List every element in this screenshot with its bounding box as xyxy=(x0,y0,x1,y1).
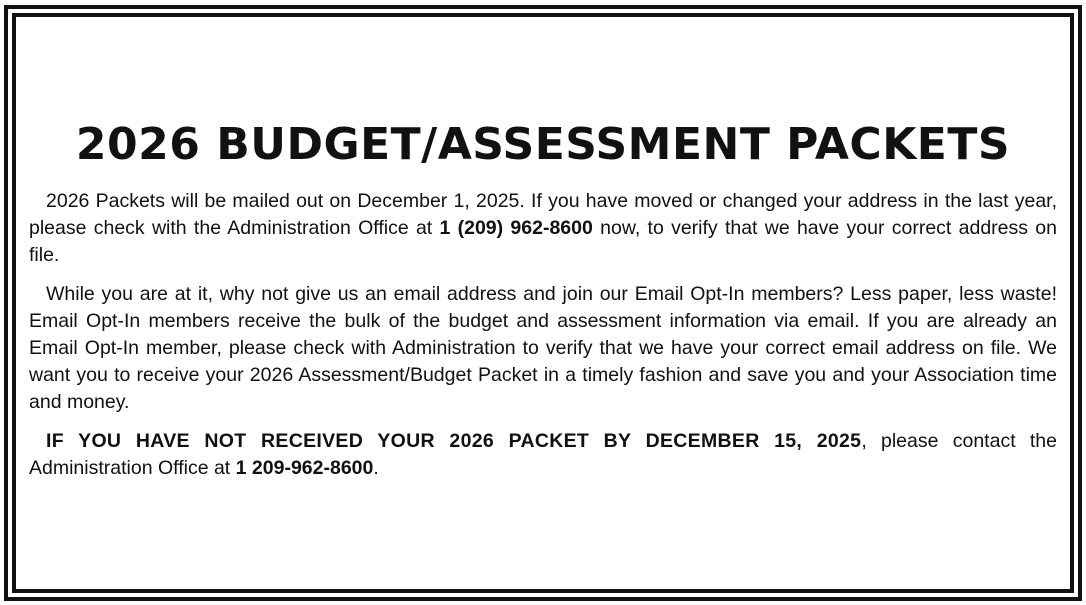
email-opt-in-text: While you are at it, why not give us an email address and join our Email Opt-In members? Less paper, less waste! Email Opt-In members receive the bulk of the budget and assessment information via email. If you are already an Email Opt-In member, please check with Administration to verify that we have your correct email address on file. We want you to receive your 2026 Assessment/Budget Packet in a timely fashion and save you and your Association time and money. xyxy=(29,283,1057,413)
admin-phone-number-2: 1 209-962-8600 xyxy=(235,457,374,479)
paragraph-email-opt-in xyxy=(29,281,1057,416)
contact-text: , please contact the Administration Office at xyxy=(29,430,1057,479)
paragraph-not-received xyxy=(29,428,1057,482)
notice-content xyxy=(29,118,1057,494)
not-received-notice: IF YOU HAVE NOT RECEIVED YOUR 2026 PACKET BY DECEMBER 15, 2025 xyxy=(46,430,862,452)
mailing-text: 2026 Packets will be mailed out on December 1, 2025. If you have moved or changed your address in the last year, please check with the Administration Office at xyxy=(29,190,1057,239)
paragraph-mailing-date xyxy=(29,188,1057,269)
page-title: 2026 BUDGET/ASSESSMENT PACKETS xyxy=(75,119,1011,170)
admin-phone-number: 1 (209) 962-8600 xyxy=(439,217,593,239)
contact-text-end: . xyxy=(373,457,379,479)
mailing-text-end: now, to verify that we have your correct address on file. xyxy=(29,217,1057,266)
